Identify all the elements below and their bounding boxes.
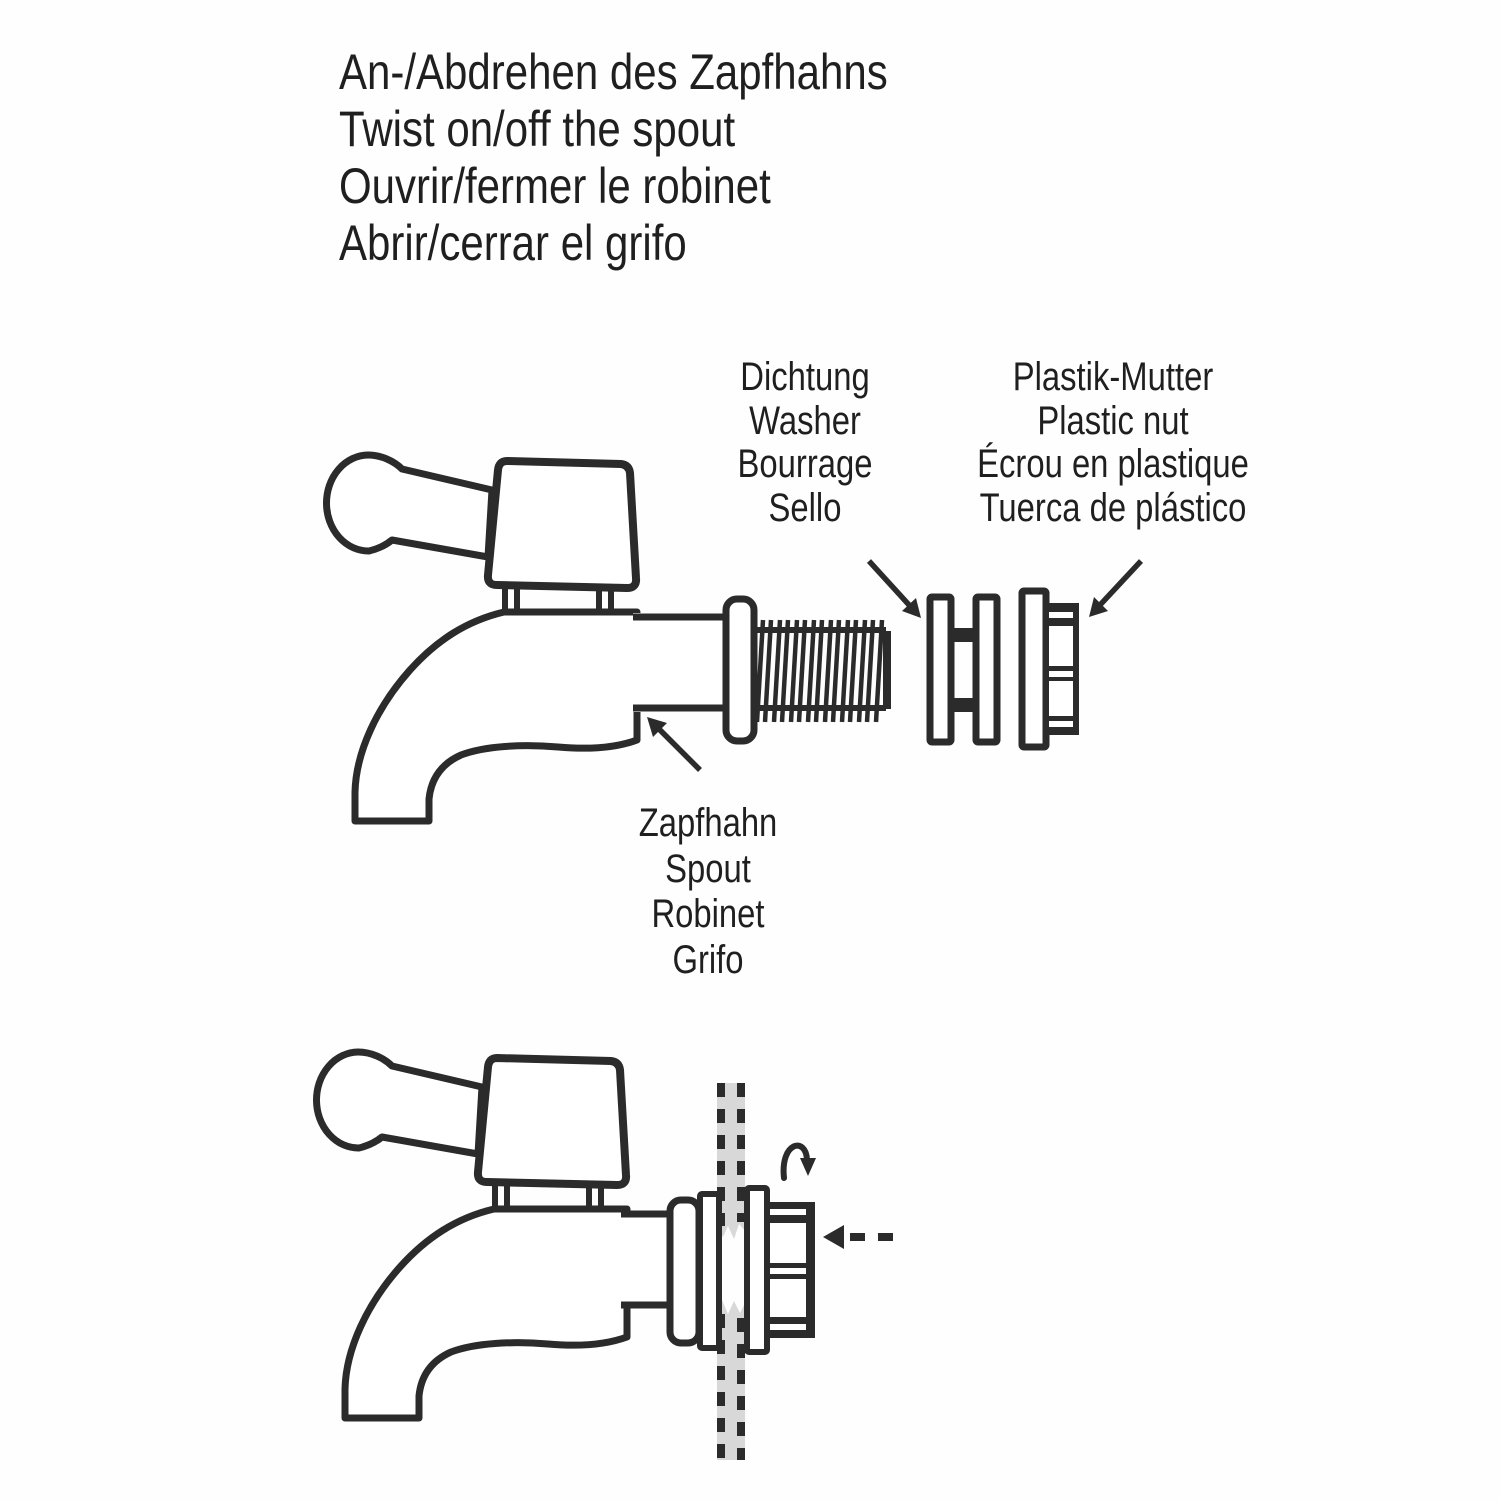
spout-pointer-arrow — [647, 717, 700, 770]
washer-label — [655, 356, 955, 530]
spout-label-de: Zapfhahn — [638, 801, 778, 845]
assembled-plastic-nut — [747, 1188, 815, 1352]
rotation-arrow — [784, 1146, 816, 1178]
nut-pointer-arrow — [1089, 561, 1141, 617]
title-line-fr: Ouvrir/fermer le robinet — [339, 158, 771, 214]
title-line-en: Twist on/off the spout — [339, 101, 736, 157]
washer-pointer-arrow — [869, 561, 921, 618]
nut-label-de: Plastik-Mutter — [1012, 355, 1214, 399]
assembled-diagram — [316, 1052, 893, 1460]
spout-label-fr: Robinet — [651, 892, 765, 936]
nut-label-fr: Écrou en plastique — [977, 442, 1249, 486]
washer-part — [930, 597, 997, 742]
washer-label-fr: Bourrage — [737, 442, 873, 486]
assembled-washer — [700, 1194, 719, 1348]
page-title — [339, 44, 992, 272]
washer-label-en: Washer — [749, 398, 861, 443]
nut-label-en: Plastic nut — [1037, 398, 1189, 443]
threaded-shank — [633, 599, 891, 741]
shank-flange — [726, 599, 754, 741]
title-line-de: An-/Abdrehen des Zapfhahns — [339, 44, 888, 100]
spout-label-es: Grifo — [672, 937, 744, 982]
title-line-es: Abrir/cerrar el grifo — [339, 215, 687, 271]
nut-label-es: Tuerca de plástico — [979, 485, 1247, 530]
plastic-nut-part — [1022, 591, 1079, 747]
washer-label-de: Dichtung — [740, 355, 870, 399]
spout-label-en: Spout — [665, 846, 751, 891]
push-direction-arrow — [823, 1225, 893, 1249]
assembled-shank — [621, 1200, 699, 1343]
shank-end — [883, 631, 891, 709]
washer-label-es: Sello — [768, 485, 842, 530]
assembled-flange — [670, 1200, 699, 1343]
plastic-nut-label — [932, 356, 1294, 530]
spout-label — [558, 801, 858, 983]
